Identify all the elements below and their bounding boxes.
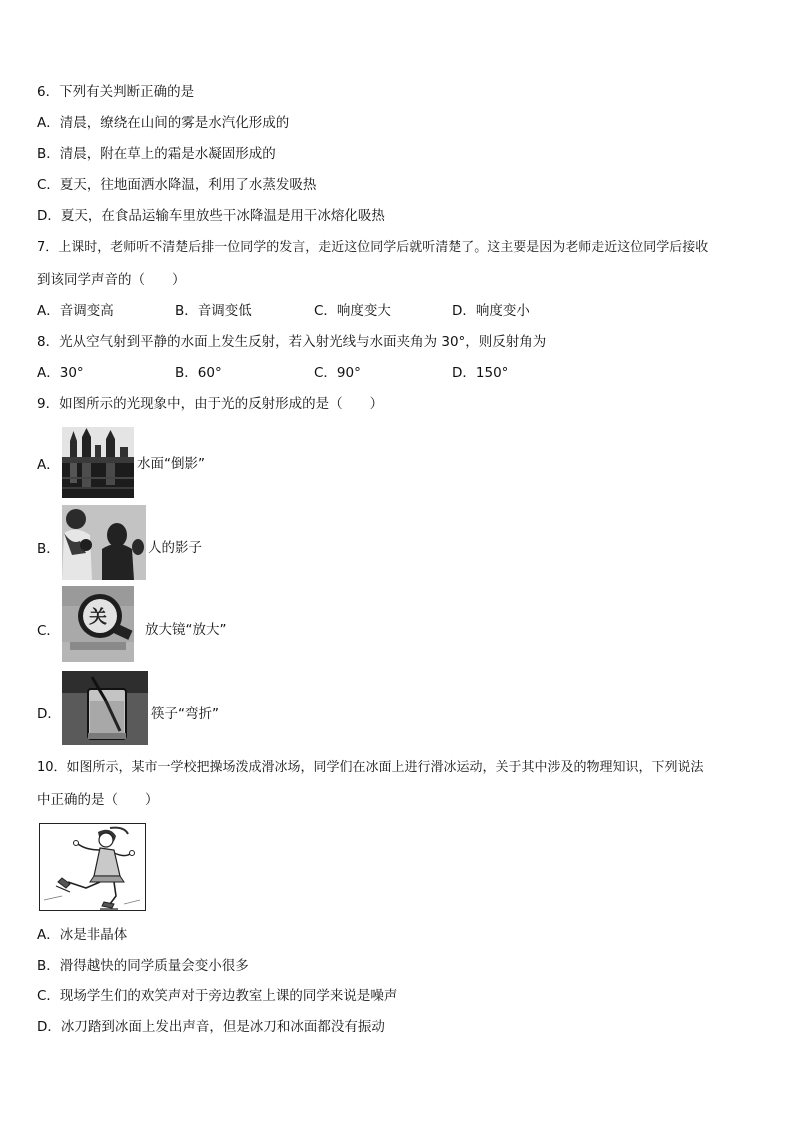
q9-option-c-caption: 放大镜“放大” (145, 622, 227, 638)
q9-option-d (37, 671, 437, 751)
q7-option-b: B．音调变低 (175, 303, 252, 319)
magnifier-photo (62, 586, 134, 662)
q9-option-d-caption: 筷子“弯折” (151, 706, 219, 722)
q9-stem: 9．如图所示的光现象中，由于光的反射形成的是（ ） (37, 396, 384, 412)
q9-option-c-letter: C． (37, 623, 60, 639)
q6-option-d: D．夏天，在食品运输车里放些干冰降温是用干冰熔化吸热 (37, 208, 385, 224)
q9-option-b (37, 505, 437, 585)
q8-option-d: D．150° (452, 365, 509, 381)
q7-option-c: C．响度变大 (314, 303, 391, 319)
q9-option-c (37, 586, 437, 666)
skater-figure (40, 824, 145, 910)
q10-option-b: B．滑得越快的同学质量会变小很多 (37, 958, 249, 974)
q9-option-a-caption: 水面“倒影” (137, 456, 205, 472)
q7-stem-line1: 7．上课时，老师听不清楚后排一位同学的发言，走近这位同学后就听清楚了。这主要是因为老师走近这位同学后接收 (37, 240, 709, 255)
q7-stem-line2: 到该同学声音的（ ） (37, 272, 186, 288)
q8-option-b: B．60° (175, 365, 222, 381)
q6-option-b: B．清晨，附在草上的霜是水凝固形成的 (37, 146, 276, 162)
q9-option-b-letter: B． (37, 541, 60, 557)
q10-stem-line2: 中正确的是（ ） (37, 792, 159, 808)
reflection-photo (62, 427, 134, 498)
q9-option-a (37, 427, 437, 507)
q10-option-d: D．冰刀踏到冰面上发出声音，但是冰刀和冰面都没有振动 (37, 1019, 385, 1035)
q10-option-c: C．现场学生们的欢笑声对于旁边教室上课的同学来说是噪声 (37, 988, 398, 1004)
q6-option-c: C．夏天，往地面洒水降温，利用了水蒸发吸热 (37, 177, 317, 193)
q6-option-a: A．清晨，缭绕在山间的雾是水汽化形成的 (37, 115, 290, 131)
q9-option-d-letter: D． (37, 706, 61, 722)
q10-stem-line1: 10．如图所示，某市一学校把操场泼成滑冰场，同学们在冰面上进行滑冰运动，关于其中涉及的物理知识，下列说法 (37, 760, 704, 775)
skater-illustration (39, 823, 146, 911)
q10-option-a: A．冰是非晶体 (37, 927, 128, 943)
svg-text:关: 关 (89, 607, 107, 628)
q7-option-d: D．响度变小 (452, 303, 530, 319)
chopstick-photo (62, 671, 148, 745)
q7-option-a: A．音调变高 (37, 303, 114, 319)
q9-option-b-caption: 人的影子 (148, 540, 202, 556)
q6-stem: 6．下列有关判断正确的是 (37, 84, 195, 100)
q8-option-a: A．30° (37, 365, 84, 381)
q8-option-c: C．90° (314, 365, 361, 381)
q8-stem: 8．光从空气射到平静的水面上发生反射，若入射光线与水面夹角为 30°，则反射角为 (37, 334, 547, 350)
shadow-photo (62, 505, 146, 580)
q9-option-a-letter: A． (37, 457, 60, 473)
